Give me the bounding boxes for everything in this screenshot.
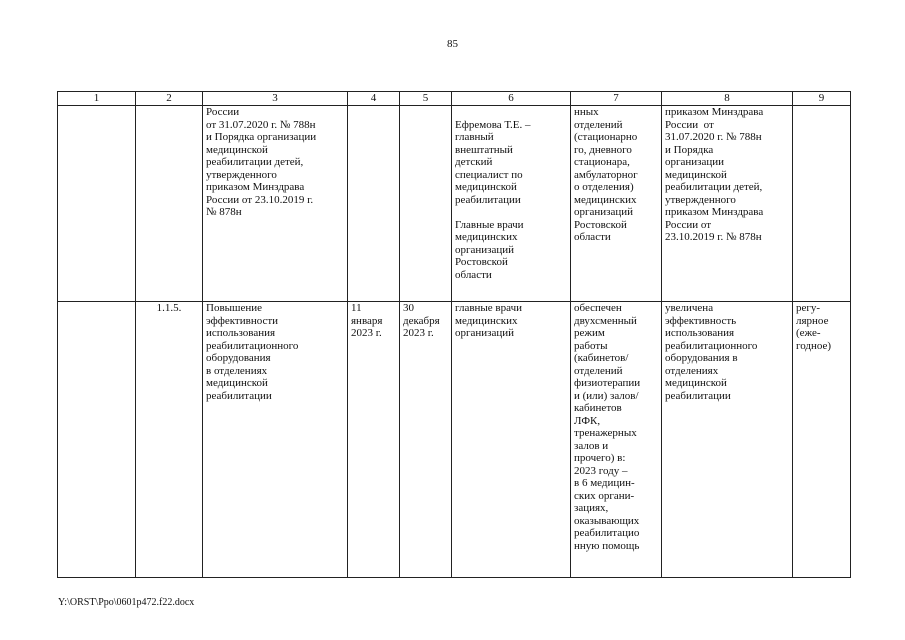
cell-item-code [136, 106, 203, 302]
cell-activity: России от 31.07.2020 г. № 788н и Порядка организации медицинской реабилитации детей, утвержденного приказом Минздрава России от 23.10.2019 г. № 878н [203, 106, 348, 302]
file-path-footer: Y:\ORST\Ppo\0601p472.f22.docx [58, 597, 195, 608]
cell-responsible: главные врачи медицинских организаций [452, 302, 571, 578]
column-header-4: 4 [348, 92, 400, 106]
cell-item-code: 1.1.5. [136, 302, 203, 578]
cell-result: увеличена эффективность использования реабилитационного оборудования в отделениях медицинской реабилитации [662, 302, 793, 578]
column-header-7: 7 [571, 92, 662, 106]
column-header-1: 1 [58, 92, 136, 106]
cell-frequency: регу- лярное (еже- годное) [793, 302, 851, 578]
cell-indicator: обеспечен двухсменный режим работы (кабинетов/ отделений физиотерапии и (или) залов/ кабинетов ЛФК, тренажерных залов и прочего) в: 2023 году – в 6 медицин- ских органи- зациях, оказывающих реабилитацио нную помощь [571, 302, 662, 578]
cell-end-date: 30 декабря 2023 г. [400, 302, 452, 578]
activities-table [57, 91, 851, 578]
cell-end-date [400, 106, 452, 302]
cell-start-date [348, 106, 400, 302]
cell-result: приказом Минздрава России от 31.07.2020 г. № 788н и Порядка организации медицинской реабилитации детей, утвержденного приказом Минздрава России от 23.10.2019 г. № 878н [662, 106, 793, 302]
column-header-5: 5 [400, 92, 452, 106]
cell-indicator: нных отделений (стационарно го, дневного стационара, амбулаторног о отделения) медицинских организаций Ростовской области [571, 106, 662, 302]
column-header-8: 8 [662, 92, 793, 106]
cell-number [58, 302, 136, 578]
cell-activity: Повышение эффективности использования реабилитационного оборудования в отделениях медицинской реабилитации [203, 302, 348, 578]
table-row [58, 302, 851, 578]
column-header-6: 6 [452, 92, 571, 106]
cell-start-date: 11 января 2023 г. [348, 302, 400, 578]
column-header-3: 3 [203, 92, 348, 106]
cell-number [58, 106, 136, 302]
table-row [58, 106, 851, 302]
table-header-row [58, 92, 851, 106]
column-header-9: 9 [793, 92, 851, 106]
cell-responsible: Ефремова Т.Е. – главный внештатный детский специалист по медицинской реабилитации Главные врачи медицинских организаций Ростовской области [452, 106, 571, 302]
column-header-2: 2 [136, 92, 203, 106]
page-number: 85 [447, 38, 458, 50]
cell-frequency [793, 106, 851, 302]
